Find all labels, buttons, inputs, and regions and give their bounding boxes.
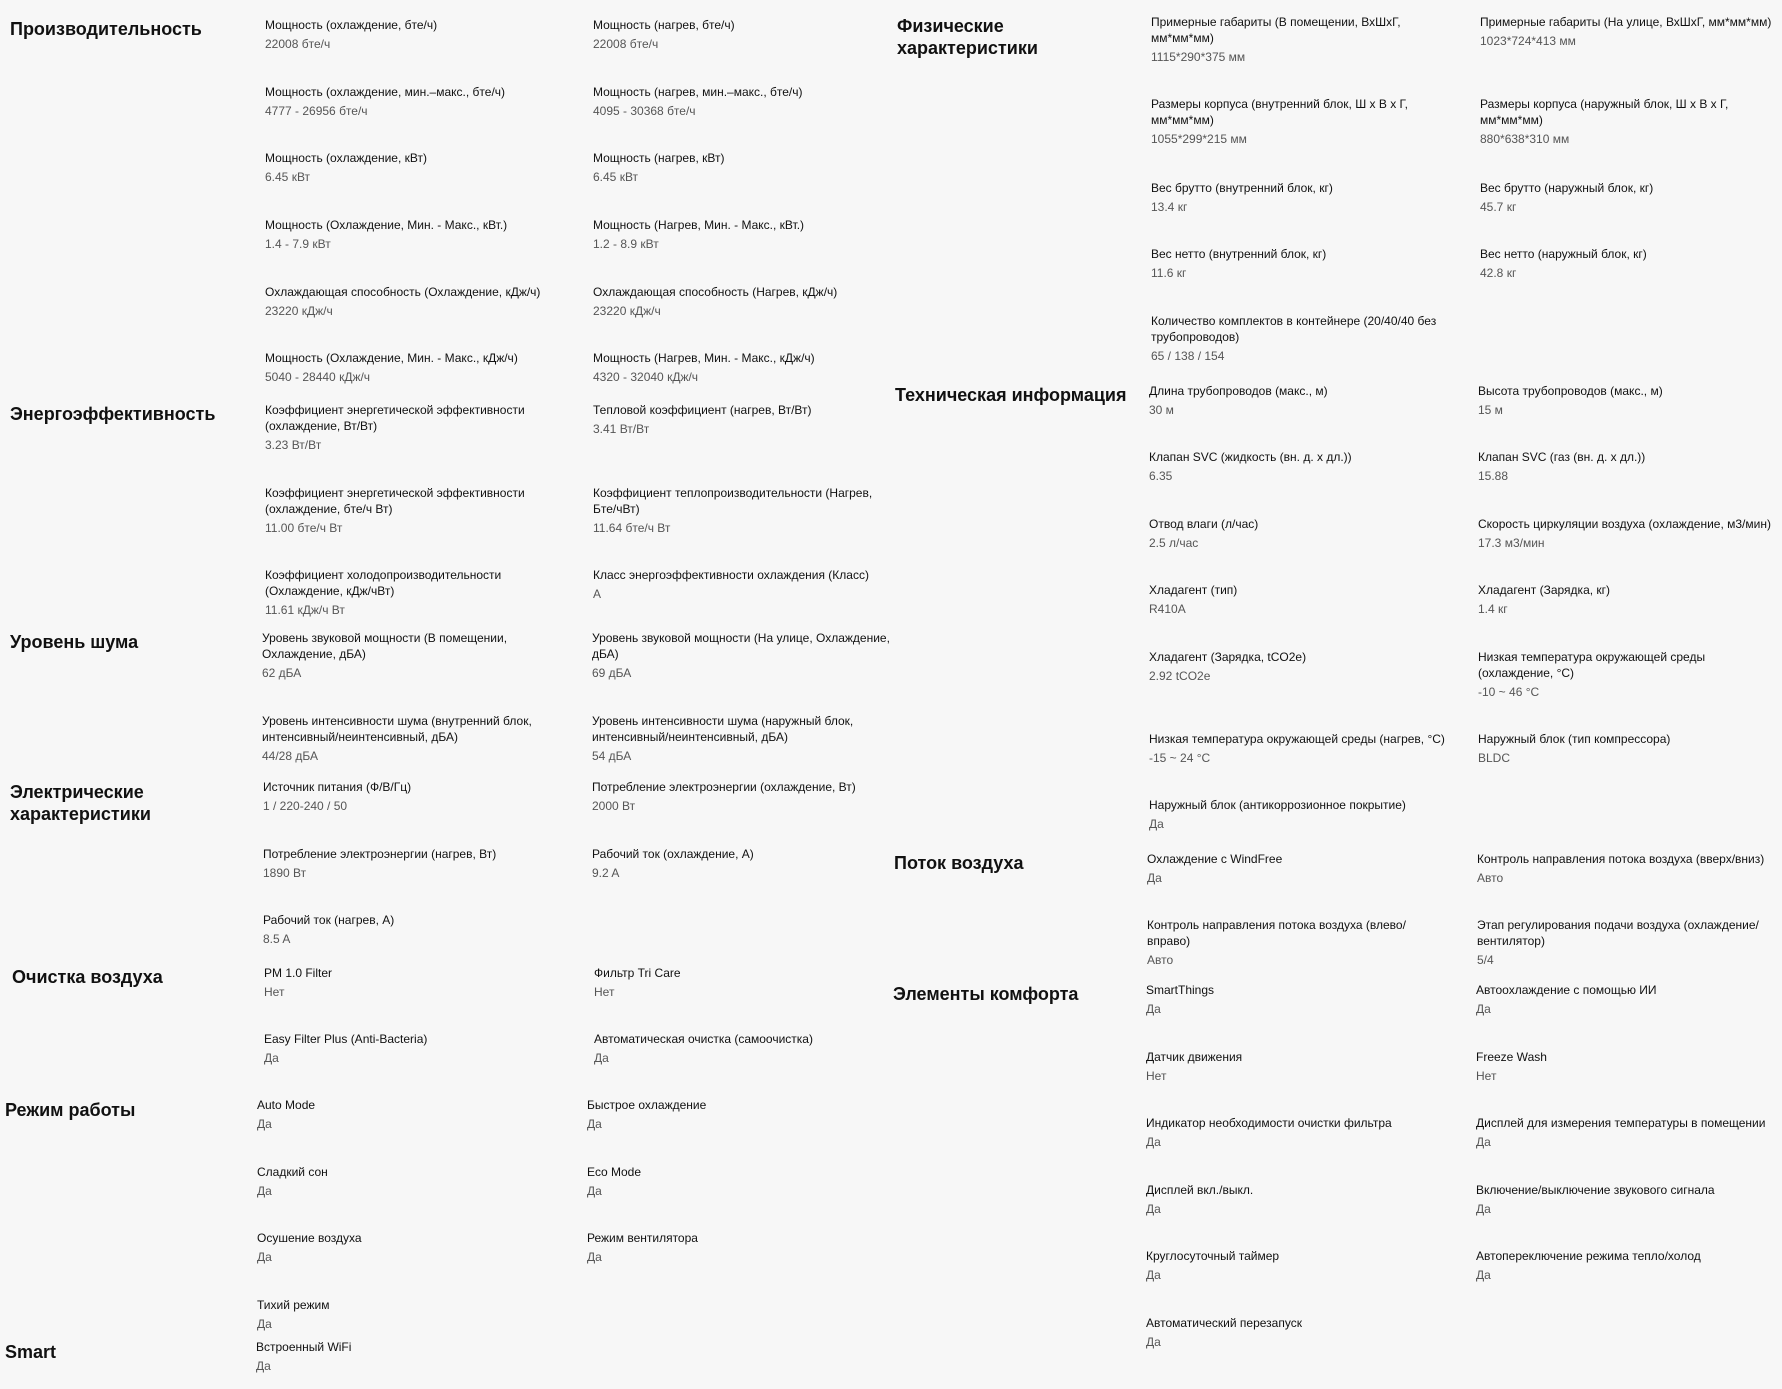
spec-label: Примерные габариты (На улице, ВхШхГ, мм*мм*мм) xyxy=(1480,15,1772,29)
spec-value: Авто xyxy=(1477,871,1504,885)
spec-value: Нет xyxy=(594,985,615,999)
spec-item xyxy=(1478,649,1768,700)
spec-label: Низкая температура окружающей среды (охлаждение, °C) xyxy=(1478,650,1706,680)
spec-value: 2.92 tCO2e xyxy=(1149,669,1211,683)
spec-label: Мощность (Охлаждение, Мин. - Макс., кВт.) xyxy=(265,218,508,232)
spec-label: Высота трубопроводов (макс., м) xyxy=(1478,384,1663,398)
spec-item xyxy=(1480,96,1770,147)
spec-label: Auto Mode xyxy=(257,1098,316,1112)
spec-label: Потребление электроэнергии (нагрев, Вт) xyxy=(263,847,497,861)
spec-value: 11.61 кДж/ч Вт xyxy=(265,603,345,617)
spec-label: Длина трубопроводов (макс., м) xyxy=(1149,384,1328,398)
spec-value: 4320 - 32040 кДж/ч xyxy=(593,370,699,384)
spec-item xyxy=(256,1339,556,1374)
spec-label: Тепловой коэффициент (нагрев, Вт/Вт) xyxy=(593,403,812,417)
spec-item xyxy=(1151,313,1451,364)
spec-value: 13.4 кг xyxy=(1151,200,1188,214)
spec-label: Потребление электроэнергии (охлаждение, Вт) xyxy=(592,780,856,794)
spec-label: Дисплей вкл./выкл. xyxy=(1146,1183,1254,1197)
spec-label: Уровень звуковой мощности (На улице, Охлаждение, дБА) xyxy=(592,631,890,661)
spec-value: 30 м xyxy=(1149,403,1174,417)
spec-item xyxy=(593,150,883,185)
spec-value: 44/28 дБА xyxy=(262,749,318,763)
spec-item xyxy=(1149,383,1449,418)
spec-value: 1.4 - 7.9 кВт xyxy=(265,237,331,251)
spec-value: Да xyxy=(256,1359,271,1373)
section-title-energy: Энергоэффективность xyxy=(10,404,216,424)
spec-value: A xyxy=(593,587,602,601)
spec-item xyxy=(262,630,562,681)
spec-item xyxy=(1478,731,1778,766)
spec-value: 4777 - 26956 бте/ч xyxy=(265,104,368,118)
spec-item xyxy=(265,217,565,252)
spec-value: 1115*290*375 мм xyxy=(1151,50,1246,64)
spec-value: 4095 - 30368 бте/ч xyxy=(593,104,696,118)
spec-item xyxy=(1149,516,1449,551)
spec-item xyxy=(594,1031,894,1066)
section-title-technical: Техническая информация xyxy=(895,385,1127,405)
spec-item xyxy=(1477,917,1772,968)
spec-value: 45.7 кг xyxy=(1480,200,1517,214)
spec-label: Количество комплектов в контейнере (20/40/40 без трубопроводов) xyxy=(1151,314,1437,344)
spec-label: Датчик движения xyxy=(1146,1050,1243,1064)
spec-label: Класс энергоэффективности охлаждения (Класс) xyxy=(593,568,869,582)
section-title-modes: Режим работы xyxy=(5,1100,136,1120)
spec-value: Да xyxy=(1476,1135,1491,1149)
spec-item xyxy=(1476,1115,1782,1150)
spec-value: Да xyxy=(1476,1268,1491,1282)
spec-value: 6.35 xyxy=(1149,469,1173,483)
spec-item xyxy=(1146,1182,1446,1217)
spec-label: Охлаждающая способность (Нагрев, кДж/ч) xyxy=(593,285,838,299)
spec-value: 15.88 xyxy=(1478,469,1509,483)
spec-value: -15 ~ 24 °C xyxy=(1149,751,1211,765)
spec-item xyxy=(594,965,894,1000)
spec-value: -10 ~ 46 °C xyxy=(1478,685,1540,699)
spec-value: 1.4 кг xyxy=(1478,602,1508,616)
spec-value: 54 дБА xyxy=(592,749,632,763)
spec-item xyxy=(1478,582,1778,617)
spec-label: Мощность (нагрев, кВт) xyxy=(593,151,725,165)
spec-value: 11.64 бте/ч Вт xyxy=(593,521,671,535)
spec-item xyxy=(265,485,565,536)
spec-label: Мощность (Охлаждение, Мин. - Макс., кДж/ч) xyxy=(265,351,518,365)
spec-label: Мощность (охлаждение, кВт) xyxy=(265,151,427,165)
spec-label: Режим вентилятора xyxy=(587,1231,698,1245)
spec-label: Автопереключение режима тепло/холод xyxy=(1476,1249,1701,1263)
spec-label: Freeze Wash xyxy=(1476,1050,1547,1064)
spec-item xyxy=(265,150,565,185)
spec-item xyxy=(265,402,565,453)
spec-item xyxy=(593,350,883,385)
spec-value: 22008 бте/ч xyxy=(593,37,659,51)
spec-label: Рабочий ток (нагрев, А) xyxy=(263,913,395,927)
spec-label: Примерные габариты (В помещении, ВхШхГ, мм*мм*мм) xyxy=(1151,15,1401,45)
spec-value: 62 дБА xyxy=(262,666,302,680)
spec-label: Eco Mode xyxy=(587,1165,642,1179)
spec-value: Да xyxy=(1146,1202,1161,1216)
spec-value: 69 дБА xyxy=(592,666,632,680)
spec-item xyxy=(1476,1248,1776,1283)
spec-value: Да xyxy=(257,1117,272,1131)
spec-item xyxy=(257,1097,557,1132)
spec-label: Вес брутто (наружный блок, кг) xyxy=(1480,181,1654,195)
section-title-electrical: Электрические характеристики xyxy=(10,782,151,824)
spec-label: Этап регулирования подачи воздуха (охлаждение/вентилятор) xyxy=(1477,918,1759,948)
spec-item xyxy=(1147,917,1447,968)
spec-label: Контроль направления потока воздуха (вверх/вниз) xyxy=(1477,852,1765,866)
spec-label: Коэффициент теплопроизводительности (Нагрев, Бте/чВт) xyxy=(593,486,873,516)
spec-label: Размеры корпуса (наружный блок, Ш x В x Г, мм*мм*мм) xyxy=(1480,97,1729,127)
spec-item xyxy=(1478,449,1778,484)
spec-item xyxy=(1146,1049,1446,1084)
spec-item xyxy=(265,17,565,52)
spec-label: Коэффициент холодопроизводительности (Охлаждение, кДж/чВт) xyxy=(265,568,502,598)
spec-item xyxy=(593,17,883,52)
spec-label: Осушение воздуха xyxy=(257,1231,362,1245)
spec-item xyxy=(1476,1182,1776,1217)
spec-label: Хладагент (Зарядка, кг) xyxy=(1478,583,1611,597)
spec-value: Да xyxy=(587,1250,602,1264)
spec-value: 42.8 кг xyxy=(1480,266,1517,280)
spec-label: Уровень звуковой мощности (В помещении, Охлаждение, дБА) xyxy=(262,631,508,661)
spec-value: 6.45 кВт xyxy=(593,170,639,184)
spec-value: Авто xyxy=(1147,953,1174,967)
spec-value: Нет xyxy=(1476,1069,1497,1083)
spec-item xyxy=(264,965,564,1000)
spec-label: Рабочий ток (охлаждение, А) xyxy=(592,847,754,861)
section-title-smart: Smart xyxy=(5,1342,57,1362)
spec-value: 5040 - 28440 кДж/ч xyxy=(265,370,371,384)
spec-label: Источник питания (Ф/В/Гц) xyxy=(263,780,412,794)
spec-item xyxy=(1151,96,1451,147)
section-title-noise: Уровень шума xyxy=(10,632,139,652)
section-title-air-cleaning: Очистка воздуха xyxy=(12,967,163,987)
spec-label: Easy Filter Plus (Anti-Bacteria) xyxy=(264,1032,428,1046)
spec-item xyxy=(264,1031,564,1066)
spec-item xyxy=(265,84,565,119)
spec-label: Отвод влаги (л/час) xyxy=(1149,517,1259,531)
spec-value: 11.6 кг xyxy=(1151,266,1187,280)
spec-item xyxy=(257,1164,557,1199)
spec-value: 1.2 - 8.9 кВт xyxy=(593,237,659,251)
spec-label: Клапан SVC (газ (вн. д. x дл.)) xyxy=(1478,450,1646,464)
spec-value: Да xyxy=(1149,817,1164,831)
spec-item xyxy=(265,350,565,385)
spec-value: 1023*724*413 мм xyxy=(1480,34,1576,48)
spec-item xyxy=(593,217,883,252)
spec-value: Да xyxy=(1147,871,1162,885)
spec-value: 1055*299*215 мм xyxy=(1151,132,1247,146)
spec-value: 1 / 220-240 / 50 xyxy=(263,799,348,813)
spec-value: 15 м xyxy=(1478,403,1503,417)
spec-item xyxy=(592,846,892,881)
spec-label: Мощность (нагрев, мин.–макс., бте/ч) xyxy=(593,85,803,99)
spec-item xyxy=(587,1097,887,1132)
spec-label: Сладкий сон xyxy=(257,1165,328,1179)
spec-item xyxy=(1151,14,1451,65)
spec-value: Да xyxy=(257,1184,272,1198)
spec-value: 23220 кДж/ч xyxy=(265,304,333,318)
spec-value: 880*638*310 мм xyxy=(1480,132,1570,146)
spec-label: Включение/выключение звукового сигнала xyxy=(1476,1183,1715,1197)
spec-label: Дисплей для измерения температуры в помещении xyxy=(1476,1116,1766,1130)
spec-value: Да xyxy=(587,1184,602,1198)
spec-item xyxy=(592,630,892,681)
spec-label: Низкая температура окружающей среды (нагрев, °C) xyxy=(1149,732,1445,746)
spec-item xyxy=(593,284,883,319)
spec-label: Хладагент (Зарядка, tCO2e) xyxy=(1149,650,1307,664)
spec-label: Хладагент (тип) xyxy=(1149,583,1238,597)
spec-item xyxy=(257,1230,557,1265)
section-title-comfort: Элементы комфорта xyxy=(893,984,1079,1004)
spec-item xyxy=(587,1164,887,1199)
section-title-performance: Производительность xyxy=(10,19,202,39)
spec-value: 8.5 A xyxy=(263,932,291,946)
spec-value: Да xyxy=(1146,1335,1161,1349)
spec-value: 3.41 Вт/Вт xyxy=(593,422,650,436)
spec-item xyxy=(1151,180,1451,215)
spec-value: 2.5 л/час xyxy=(1149,536,1199,550)
spec-label: Охлаждающая способность (Охлаждение, кДж/ч) xyxy=(265,285,541,299)
spec-item xyxy=(593,485,883,536)
spec-item xyxy=(593,402,883,437)
spec-item xyxy=(1478,383,1778,418)
spec-item xyxy=(265,567,565,618)
spec-value: 1890 Вт xyxy=(263,866,307,880)
spec-item xyxy=(263,779,563,814)
spec-item xyxy=(1149,731,1469,766)
spec-item xyxy=(1149,582,1449,617)
spec-item xyxy=(1480,180,1770,215)
spec-item xyxy=(1480,14,1780,49)
spec-value: Да xyxy=(594,1051,609,1065)
spec-label: Встроенный WiFi xyxy=(256,1340,352,1354)
spec-value: Да xyxy=(1476,1002,1491,1016)
spec-item xyxy=(263,912,563,947)
spec-label: SmartThings xyxy=(1146,983,1215,997)
spec-label: Автоохлаждение с помощью ИИ xyxy=(1476,983,1657,997)
spec-item xyxy=(1476,982,1776,1017)
spec-label: Тихий режим xyxy=(257,1298,330,1312)
spec-label: Индикатор необходимости очистки фильтра xyxy=(1146,1116,1392,1130)
spec-value: Да xyxy=(587,1117,602,1131)
spec-label: Контроль направления потока воздуха (влево/вправо) xyxy=(1147,918,1406,948)
spec-item xyxy=(1149,449,1449,484)
section-title-airflow: Поток воздуха xyxy=(894,853,1024,873)
spec-label: Мощность (охлаждение, бте/ч) xyxy=(265,18,438,32)
spec-label: Уровень интенсивности шума (внутренний блок, интенсивный/неинтенсивный, дБА) xyxy=(262,714,532,744)
spec-label: Мощность (нагрев, бте/ч) xyxy=(593,18,735,32)
spec-value: 2000 Вт xyxy=(592,799,636,813)
spec-item xyxy=(1477,851,1782,886)
spec-item xyxy=(587,1230,887,1265)
spec-label: Вес брутто (внутренний блок, кг) xyxy=(1151,181,1333,195)
spec-item xyxy=(1147,851,1447,886)
spec-item xyxy=(592,779,892,814)
spec-value: Да xyxy=(1146,1268,1161,1282)
spec-item xyxy=(262,713,562,764)
spec-item xyxy=(593,84,883,119)
spec-label: Мощность (Нагрев, Мин. - Макс., кВт.) xyxy=(593,218,805,232)
spec-label: Охлаждение с WindFree xyxy=(1147,852,1283,866)
spec-value: Да xyxy=(257,1317,272,1331)
spec-value: Да xyxy=(1146,1135,1161,1149)
spec-item xyxy=(1151,246,1451,281)
spec-value: 11.00 бте/ч Вт xyxy=(265,521,343,535)
spec-label: Вес нетто (внутренний блок, кг) xyxy=(1151,247,1327,261)
spec-value: 5/4 xyxy=(1477,953,1494,967)
spec-value: 65 / 138 / 154 xyxy=(1151,349,1225,363)
spec-value: 6.45 кВт xyxy=(265,170,311,184)
spec-label: PM 1.0 Filter xyxy=(264,966,333,980)
spec-label: Мощность (Нагрев, Мин. - Макс., кДж/ч) xyxy=(593,351,815,365)
spec-item xyxy=(1146,1315,1446,1350)
spec-label: Уровень интенсивности шума (наружный блок, интенсивный/неинтенсивный, дБА) xyxy=(592,714,854,744)
spec-value: Нет xyxy=(1146,1069,1167,1083)
spec-item xyxy=(265,284,565,319)
spec-item xyxy=(1149,649,1449,684)
spec-label: Коэффициент энергетической эффективности (охлаждение, Вт/Вт) xyxy=(265,403,525,433)
spec-value: Нет xyxy=(264,985,285,999)
spec-item xyxy=(1149,797,1469,832)
spec-label: Наружный блок (тип компрессора) xyxy=(1478,732,1671,746)
spec-label: Круглосуточный таймер xyxy=(1146,1249,1280,1263)
section-title-physical: Физические характеристики xyxy=(897,16,1038,58)
spec-label: Наружный блок (антикоррозионное покрытие) xyxy=(1149,798,1406,812)
spec-label: Скорость циркуляции воздуха (охлаждение, м3/мин) xyxy=(1478,517,1771,531)
spec-value: 23220 кДж/ч xyxy=(593,304,661,318)
spec-value: 9.2 A xyxy=(592,866,620,880)
spec-label: Коэффициент энергетической эффективности (охлаждение, бте/ч Вт) xyxy=(265,486,525,516)
spec-value: Да xyxy=(257,1250,272,1264)
spec-item xyxy=(1146,1248,1446,1283)
spec-value: 17.3 м3/мин xyxy=(1478,536,1545,550)
spec-value: 3.23 Вт/Вт xyxy=(265,438,322,452)
spec-item xyxy=(593,567,883,602)
spec-item xyxy=(257,1297,557,1332)
spec-item xyxy=(592,713,892,764)
spec-label: Автоматический перезапуск xyxy=(1146,1316,1302,1330)
spec-value: 22008 бте/ч xyxy=(265,37,331,51)
spec-value: Да xyxy=(264,1051,279,1065)
spec-item xyxy=(1146,1115,1466,1150)
spec-label: Быстрое охлаждение xyxy=(587,1098,707,1112)
spec-value: Да xyxy=(1476,1202,1491,1216)
spec-item xyxy=(1480,246,1770,281)
spec-label: Мощность (охлаждение, мин.–макс., бте/ч) xyxy=(265,85,506,99)
spec-value: R410A xyxy=(1149,602,1186,616)
spec-item xyxy=(1476,1049,1776,1084)
spec-label: Вес нетто (наружный блок, кг) xyxy=(1480,247,1647,261)
spec-label: Клапан SVC (жидкость (вн. д. x дл.)) xyxy=(1149,450,1352,464)
spec-item xyxy=(1478,516,1782,551)
spec-label: Размеры корпуса (внутренний блок, Ш x В x Г, мм*мм*мм) xyxy=(1151,97,1408,127)
spec-value: BLDC xyxy=(1478,751,1511,765)
spec-value: Да xyxy=(1146,1002,1161,1016)
spec-label: Фильтр Tri Care xyxy=(594,966,681,980)
spec-label: Автоматическая очистка (самоочистка) xyxy=(594,1032,813,1046)
spec-item xyxy=(1146,982,1446,1017)
spec-item xyxy=(263,846,563,881)
